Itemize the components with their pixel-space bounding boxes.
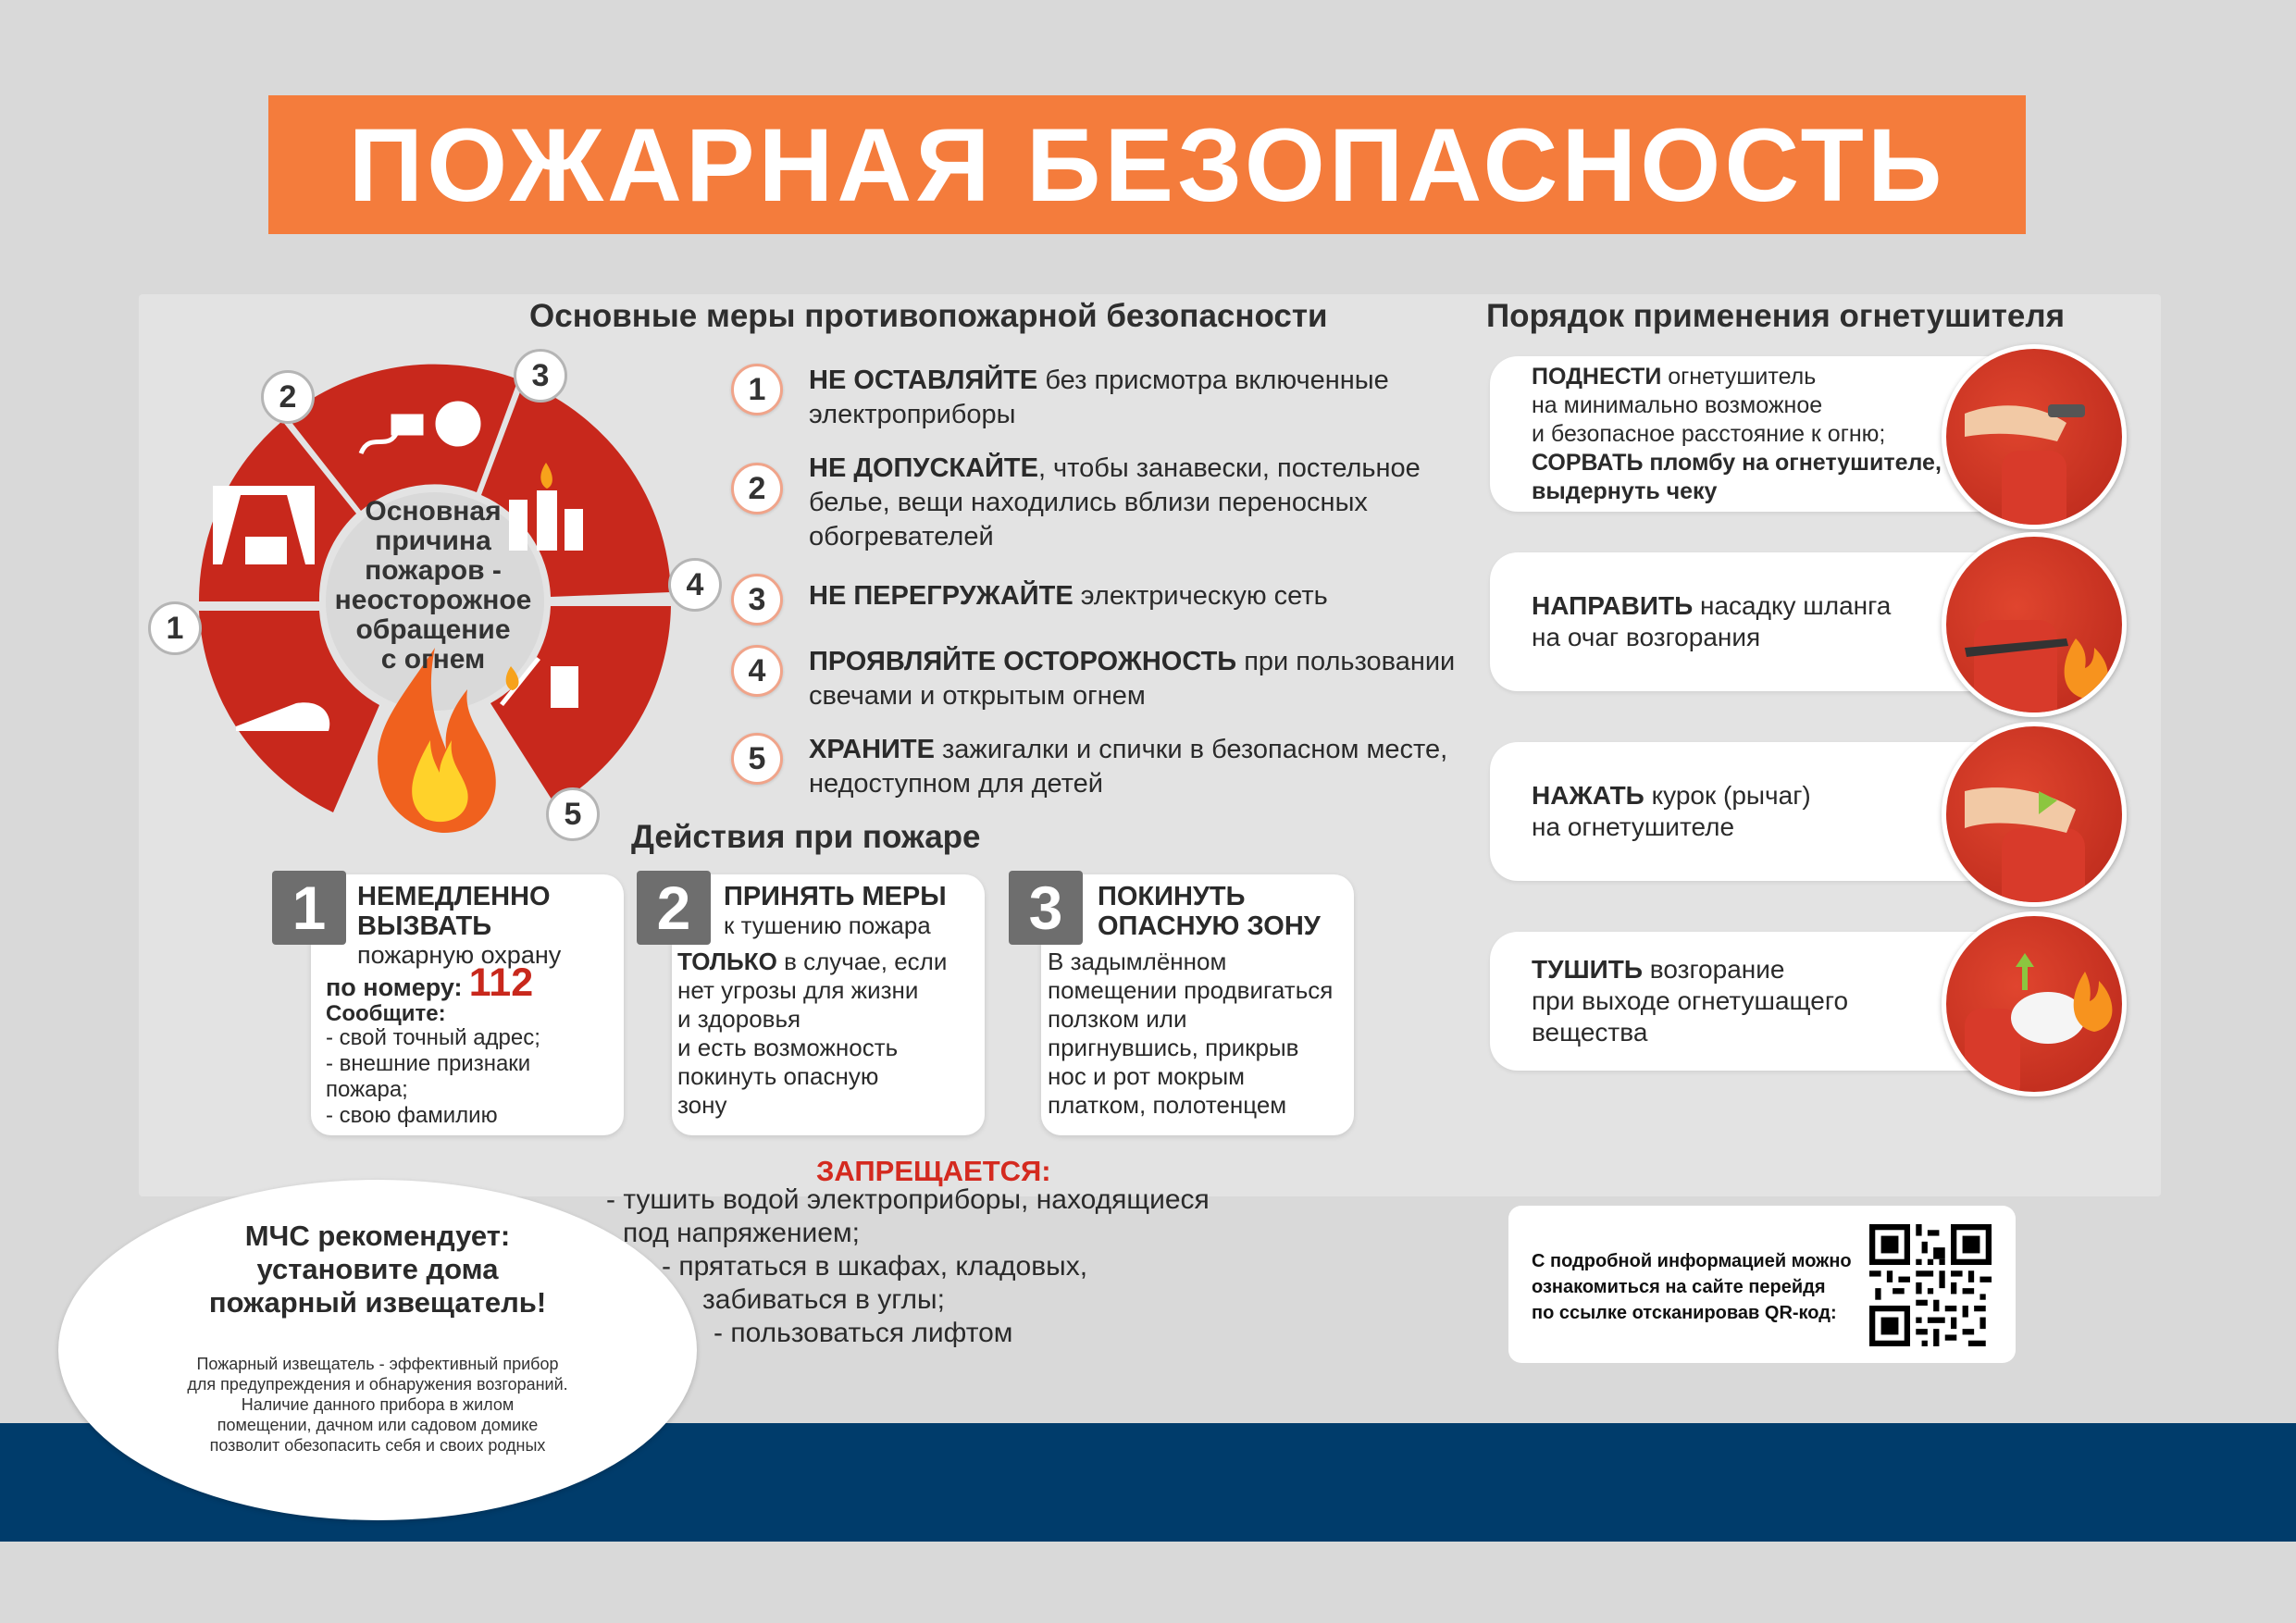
qr-info-text: С подробной информацией можно ознакомиться на сайте перейдя по ссылке отсканировав QR-код: [1532, 1251, 1852, 1323]
wheel-center-line: с огнем [380, 644, 486, 675]
wheel-center-line: Основная [365, 496, 502, 527]
step-text: НАПРАВИТЬ насадку шланга на очаг возгорания [1532, 591, 1892, 651]
actions-title: Действия при пожаре [631, 819, 981, 855]
extinguisher-pin-icon [1942, 344, 2127, 529]
card-body: В задымлённом помещении продвигаться ползком или пригнувшись, прикрыв нос и рот мокрым платком, полотенцем [1048, 948, 1334, 1119]
forbidden-line: - пользоваться лифтом [714, 1318, 1013, 1348]
measure-number: 1 [731, 364, 783, 415]
measure-text: НЕ ПЕРЕГРУЖАЙТЕ электрическую сеть [809, 581, 1328, 611]
measure-number: 5 [731, 733, 783, 785]
extinguisher-title: Порядок применения огнетушителя [1486, 298, 2066, 334]
wheel-center-text [322, 497, 544, 675]
forbidden-line: - прятаться в шкафах, кладовых, [662, 1251, 1088, 1282]
mchs-text: Пожарный извещатель - эффективный прибор для предупреждения и обнаружения возгораний. Наличие данного прибора в жилом помещении, дачном или садовом домике позволит обезопасить себя и своих родных [187, 1355, 568, 1455]
report-list: - свой точный адрес; - внешние признаки пожара; - свою фамилию [326, 1025, 540, 1128]
step-text: НАЖАТЬ курок (рычаг) на огнетушителе [1532, 781, 1811, 841]
card-heading: ПРИНЯТЬ МЕРЫ [724, 882, 947, 911]
measure-item [731, 645, 1499, 713]
measure-number: 4 [731, 645, 783, 697]
measure-text: ХРАНИТЕ зажигалки и спички в безопасном месте, недоступном для детей [809, 735, 1448, 799]
extinguisher-step-3 [1490, 742, 2008, 881]
wheel-center-line: обращение [355, 614, 511, 645]
forbidden-title: ЗАПРЕЩАЕТСЯ: [816, 1155, 1051, 1187]
wheel-number-5: 5 [546, 787, 600, 841]
measure-number: 2 [731, 463, 783, 514]
qr-info-block [1508, 1206, 2016, 1363]
qr-code-icon[interactable] [1869, 1224, 1992, 1346]
measure-text: ПРОЯВЛЯЙТЕ ОСТОРОЖНОСТЬ при пользовании свечами и открытым огнем [809, 647, 1456, 711]
extinguisher-lever-icon [1942, 722, 2127, 907]
forbidden-line: забиваться в углы; [702, 1284, 945, 1315]
card-heading: НЕМЕДЛЕННО ВЫЗВАТЬ [357, 882, 551, 941]
phone-number: 112 [468, 960, 534, 1005]
measures-list [731, 364, 1499, 801]
wheel-number-4: 4 [668, 558, 722, 612]
title-banner [268, 95, 2026, 234]
extinguisher-step-4 [1490, 932, 2008, 1071]
step-text: ТУШИТЬ возгорание при выходе огнетушащего вещества [1532, 955, 1849, 1047]
measure-item [731, 452, 1499, 554]
step-text: ПОДНЕСТИ огнетушитель на минимально возможное и безопасное расстояние к огню; СОРВАТЬ пломбу на огнетушителе, выдернуть чеку [1532, 363, 1942, 504]
wheel-center-line: причина [375, 526, 491, 556]
card-body: ТОЛЬКО в случае, если нет угрозы для жизни и здоровья и есть возможность покинуть опасную зону [677, 948, 948, 1119]
wheel-number-1: 1 [148, 601, 202, 655]
forbidden-line: под напряжением; [623, 1218, 860, 1248]
extinguisher-spray-icon [1942, 911, 2127, 1096]
extinguisher-hose-icon [1942, 532, 2127, 717]
wheel-center-line: пожаров - [365, 555, 502, 586]
step-number: 3 [1009, 871, 1083, 945]
card-subtitle: к тушению пожара [724, 911, 931, 939]
measure-item [731, 364, 1499, 432]
phone-line [326, 960, 534, 1005]
measure-item [731, 733, 1499, 801]
mchs-recommendation [58, 1180, 697, 1520]
measures-title: Основные меры противопожарной безопасности [529, 298, 1328, 334]
extinguisher-step-2 [1490, 552, 2008, 691]
page-title: ПОЖАРНАЯ БЕЗОПАСНОСТЬ [348, 106, 1946, 223]
step-number: 2 [637, 871, 711, 945]
extinguisher-step-1 [1490, 356, 2008, 512]
measure-text: НЕ ДОПУСКАЙТЕ, чтобы занавески, постельное белье, вещи находились вблизи переносных обогревателей [809, 453, 1421, 551]
report-label: Сообщите: [326, 1001, 446, 1026]
step-number: 1 [272, 871, 346, 945]
wheel-number-3: 3 [514, 349, 567, 403]
measure-text: НЕ ОСТАВЛЯЙТЕ без присмотра включенные электроприборы [809, 365, 1389, 429]
phone-label: по номеру: [326, 973, 463, 1001]
card-subtitle: пожарную охрану [357, 941, 562, 969]
forbidden-line: - тушить водой электроприборы, находящиеся [606, 1184, 1210, 1215]
measure-number: 3 [731, 574, 783, 626]
mchs-title: МЧС рекомендует: установите дома пожарный извещатель! [208, 1220, 547, 1319]
wheel-center-line: неосторожное [334, 585, 532, 615]
card-heading: ПОКИНУТЬ ОПАСНУЮ ЗОНУ [1098, 882, 1321, 941]
measure-item [731, 574, 1499, 626]
wheel-number-2: 2 [261, 370, 315, 424]
